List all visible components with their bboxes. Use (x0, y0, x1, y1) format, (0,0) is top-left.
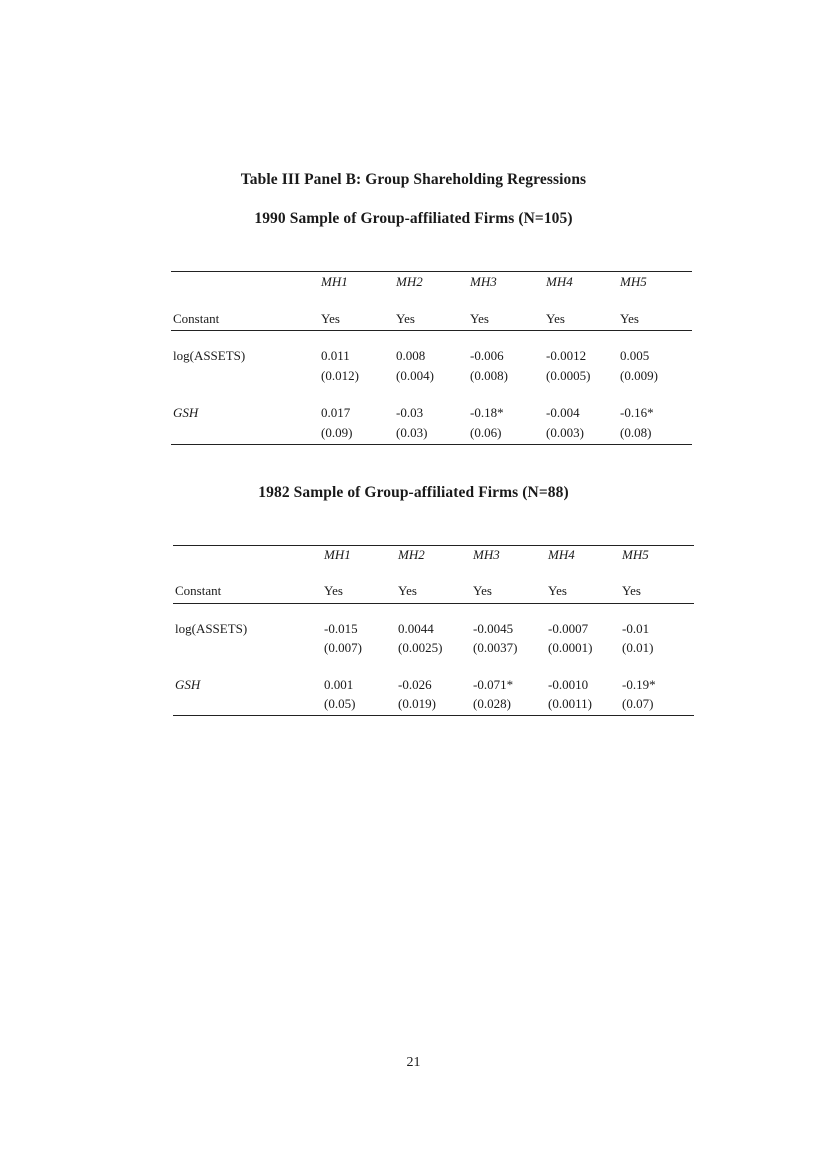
table-1-row-logassets-label: log(ASSETS) (173, 348, 246, 363)
table-2-subtitle: 1982 Sample of Group-affiliated Firms (N=88) (258, 484, 569, 501)
table-1-cell: 0.011 (321, 348, 350, 363)
table-2-se: (0.07) (622, 696, 654, 711)
page-title: Table III Panel B: Group Shareholding Regressions (240, 171, 587, 188)
table-1-row-gsh-label: GSH (173, 405, 199, 420)
table-1-se: (0.012) (321, 368, 359, 383)
table-2-se: (0.0037) (473, 640, 518, 655)
table-1-subtitle: 1990 Sample of Group-affiliated Firms (N=105) (254, 210, 573, 227)
table-1-cell: -0.006 (470, 348, 504, 363)
table-2-se: (0.0025) (398, 640, 443, 655)
table-2-col-mh5: MH5 (622, 547, 649, 562)
table-1-cell: -0.16* (620, 405, 654, 420)
table-2-cell: -0.0007 (548, 621, 589, 636)
table-1-cell: -0.18* (470, 405, 504, 420)
table-1-cell: Yes (470, 311, 489, 326)
table-2-row-logassets-label: log(ASSETS) (175, 621, 248, 636)
table-1-se: (0.009) (620, 368, 658, 383)
table-2-cell: -0.026 (398, 677, 432, 692)
table-2-cell: Yes (548, 583, 567, 598)
table-2-row-constant-label: Constant (175, 583, 222, 598)
table-1-se: (0.003) (546, 425, 584, 440)
table-2-cell: -0.071* (473, 677, 514, 692)
table-2-cell: -0.0045 (473, 621, 514, 636)
table-2-se: (0.007) (324, 640, 362, 655)
table-1-se: (0.03) (396, 425, 428, 440)
table-1-cell: 0.008 (396, 348, 426, 363)
table-2-cell: -0.19* (622, 677, 656, 692)
table-1-col-mh3: MH3 (470, 274, 497, 289)
table-2-cell: Yes (622, 583, 641, 598)
table-1-col-mh5: MH5 (620, 274, 647, 289)
table-2-cell: -0.015 (324, 621, 358, 636)
table-1-cell: Yes (396, 311, 415, 326)
table-2-cell: Yes (398, 583, 417, 598)
table-2-col-mh3: MH3 (473, 547, 500, 562)
table-2-row-gsh-label: GSH (175, 677, 201, 692)
table-2-cell: Yes (473, 583, 492, 598)
table-1-se: (0.08) (620, 425, 652, 440)
table-1-se: (0.06) (470, 425, 502, 440)
table-2-cell: -0.01 (622, 621, 650, 636)
table-2-top-rule (173, 545, 694, 546)
page-number: 21 (406, 1055, 421, 1070)
table-2-cell: Yes (324, 583, 343, 598)
table-2-se: (0.0011) (548, 696, 592, 711)
table-1-cell: 0.005 (620, 348, 650, 363)
table-2-col-mh2: MH2 (398, 547, 425, 562)
table-1-se: (0.008) (470, 368, 508, 383)
table-1-se: (0.004) (396, 368, 434, 383)
table-2-mid-rule (173, 603, 694, 604)
table-2-cell: 0.001 (324, 677, 354, 692)
table-1-col-mh2: MH2 (396, 274, 423, 289)
table-1-cell: Yes (546, 311, 565, 326)
table-2-se: (0.0001) (548, 640, 593, 655)
table-2-cell: -0.0010 (548, 677, 589, 692)
table-1-cell: -0.0012 (546, 348, 587, 363)
table-2-cell: 0.0044 (398, 621, 434, 636)
table-1-cell: 0.017 (321, 405, 351, 420)
table-1-bottom-rule (171, 444, 692, 445)
table-2-se: (0.01) (622, 640, 654, 655)
table-1-mid-rule (171, 330, 692, 331)
table-2-se: (0.019) (398, 696, 436, 711)
table-2-se: (0.05) (324, 696, 356, 711)
table-1-se: (0.09) (321, 425, 353, 440)
table-1-top-rule (171, 271, 692, 272)
table-1-cell: Yes (321, 311, 340, 326)
table-1-cell: -0.03 (396, 405, 424, 420)
table-1-col-mh4: MH4 (546, 274, 573, 289)
table-1-col-mh1: MH1 (321, 274, 348, 289)
table-2-col-mh1: MH1 (324, 547, 351, 562)
table-2-bottom-rule (173, 715, 694, 716)
table-1-cell: Yes (620, 311, 639, 326)
table-2-se: (0.028) (473, 696, 511, 711)
table-1-cell: -0.004 (546, 405, 580, 420)
table-2-col-mh4: MH4 (548, 547, 575, 562)
table-1-se: (0.0005) (546, 368, 591, 383)
table-1-row-constant-label: Constant (173, 311, 220, 326)
